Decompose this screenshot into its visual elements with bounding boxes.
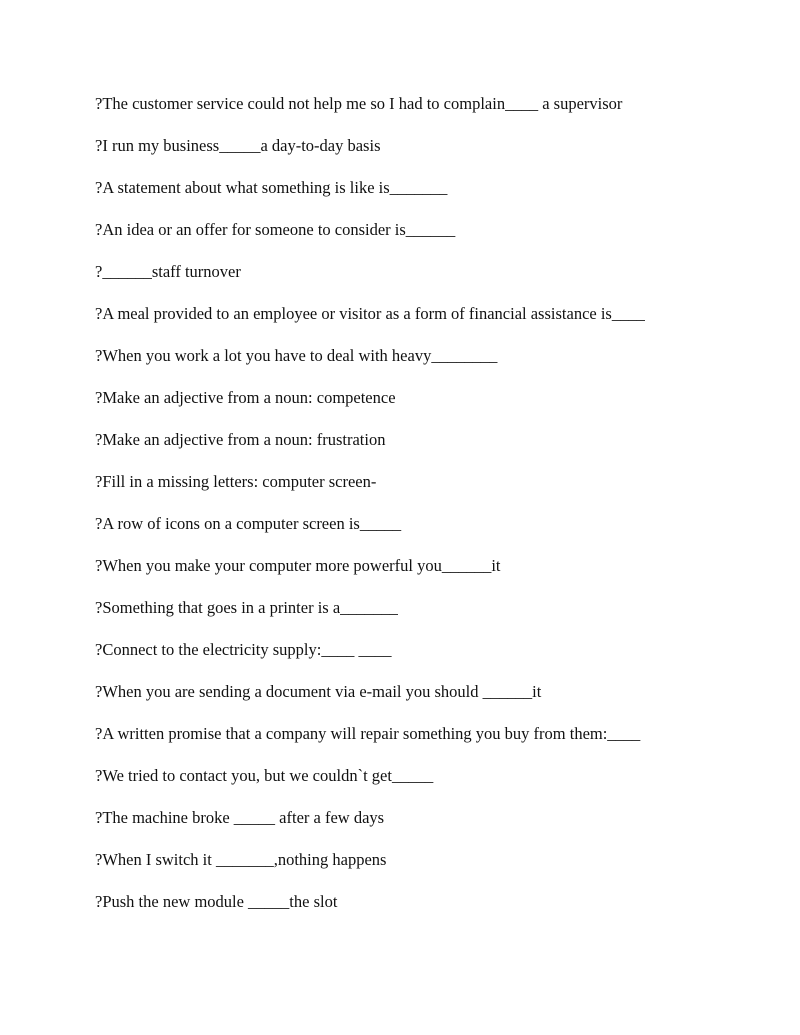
question-item: ?Make an adjective from a noun: competence (95, 388, 396, 407)
question-item: ?A meal provided to an employee or visitor as a form of financial assistance is____ (95, 304, 645, 323)
question-item: ?When you make your computer more powerful you______it (95, 556, 501, 575)
question-item: ?A written promise that a company will repair something you buy from them:____ (95, 724, 641, 743)
question-item: ?Push the new module _____the slot (95, 892, 338, 911)
question-item: ?An idea or an offer for someone to consider is______ (95, 220, 456, 239)
question-item: ?A row of icons on a computer screen is_____ (95, 514, 402, 533)
question-item: ?When you work a lot you have to deal with heavy________ (95, 346, 498, 365)
question-item: ?Fill in a missing letters: computer screen- (95, 472, 377, 491)
question-item: ?______staff turnover (95, 262, 241, 281)
question-item: ?Connect to the electricity supply:____ ____ (95, 640, 392, 659)
question-item: ?When I switch it _______,nothing happens (95, 850, 387, 869)
question-item: ?Make an adjective from a noun: frustration (95, 430, 386, 449)
question-item: ?I run my business_____a day-to-day basis (95, 136, 381, 155)
question-item: ?We tried to contact you, but we couldn`t get_____ (95, 766, 434, 785)
question-item: ?When you are sending a document via e-mail you should ______it (95, 682, 542, 701)
question-item: ?The machine broke _____ after a few days (95, 808, 385, 827)
question-list (95, 93, 645, 933)
question-item: ?A statement about what something is like is_______ (95, 178, 448, 197)
question-item: ?The customer service could not help me so I had to complain____ a supervisor (95, 94, 623, 113)
question-item: ?Something that goes in a printer is a_______ (95, 598, 398, 617)
